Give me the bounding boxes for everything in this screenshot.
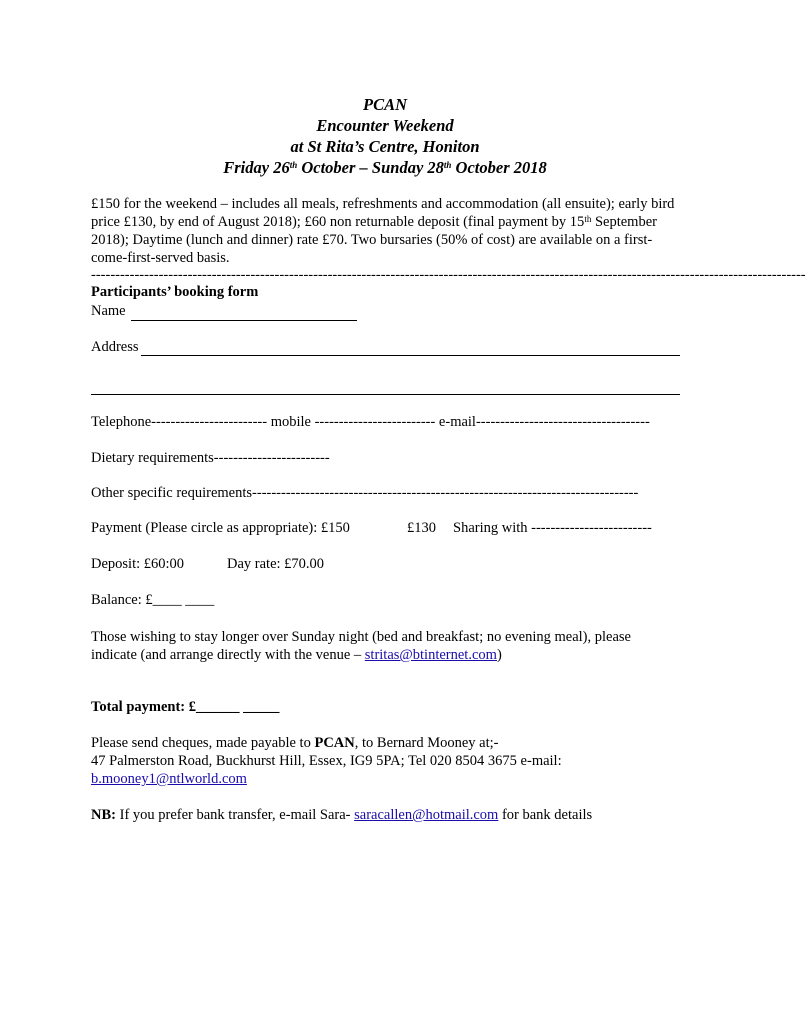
venue-line: at St Rita’s Centre, Honiton (290, 137, 480, 156)
separator-line: ---------------------------------------------------------------------------------------------------------------------------------------------------- (91, 267, 806, 283)
balance-field[interactable]: Balance: £____ ____ (91, 592, 215, 608)
bank-transfer-note: NB: If you prefer bank transfer, e-mail Sara- saracallen@hotmail.com for bank details (91, 807, 593, 823)
payment-option-150[interactable]: Payment (Please circle as appropriate): £150 (91, 520, 350, 536)
other-requirements[interactable]: Other specific requirements-------------------------------------------------------------------------------- (91, 485, 639, 501)
sharing-with-field[interactable]: Sharing with ------------------------- (453, 520, 652, 536)
total-payment-field[interactable]: Total payment: £______ _____ (91, 699, 280, 715)
address-label: Address (91, 339, 139, 355)
extra-stay-paragraph: Those wishing to stay longer over Sunday night (bed and breakfast; no evening meal), please indicate (and arrange directly with the venue – stritas@btinternet.com) (91, 629, 631, 663)
deposit-option[interactable]: Deposit: £60:00 (91, 556, 185, 572)
sara-email-link[interactable]: saracallen@hotmail.com (354, 807, 499, 823)
name-label: Name (91, 303, 126, 319)
address-field-line-1[interactable] (141, 355, 680, 356)
payment-option-130[interactable]: £130 (407, 520, 436, 536)
postal-address: 47 Palmerston Road, Buckhurst Hill, Essex, IG9 5PA; Tel 020 8504 3675 e-mail: (91, 753, 562, 769)
address-field-line-2[interactable] (91, 394, 680, 395)
dietary-requirements[interactable]: Dietary requirements------------------------ (91, 450, 330, 466)
event-title: Encounter Weekend (316, 116, 454, 135)
pricing-paragraph: £150 for the weekend – includes all meals, refreshments and accommodation (all ensuite); early bird price £130, by end of August 2018); £60 non returnable deposit (final payment by 15th September 2018); Daytime (lunch and dinner) rate £70. Two bursaries (50% of cost) are available on a first-come-first-served basis. (91, 196, 675, 266)
form-title: Participants’ booking form (91, 284, 259, 300)
bernard-email-link[interactable]: b.mooney1@ntlworld.com (91, 771, 247, 787)
venue-email-link[interactable]: stritas@btinternet.com (364, 647, 497, 663)
telephone-line[interactable]: Telephone------------------------ mobile ------------------------- e-mail------------------------------------ (91, 414, 650, 430)
cheque-instructions: Please send cheques, made payable to PCAN, to Bernard Mooney at;- (91, 735, 499, 751)
dates-line: Friday 26th October – Sunday 28th October 2018 (223, 158, 547, 177)
org-title: PCAN (362, 95, 407, 114)
day-rate-option[interactable]: Day rate: £70.00 (227, 556, 325, 572)
name-field[interactable] (131, 320, 357, 321)
